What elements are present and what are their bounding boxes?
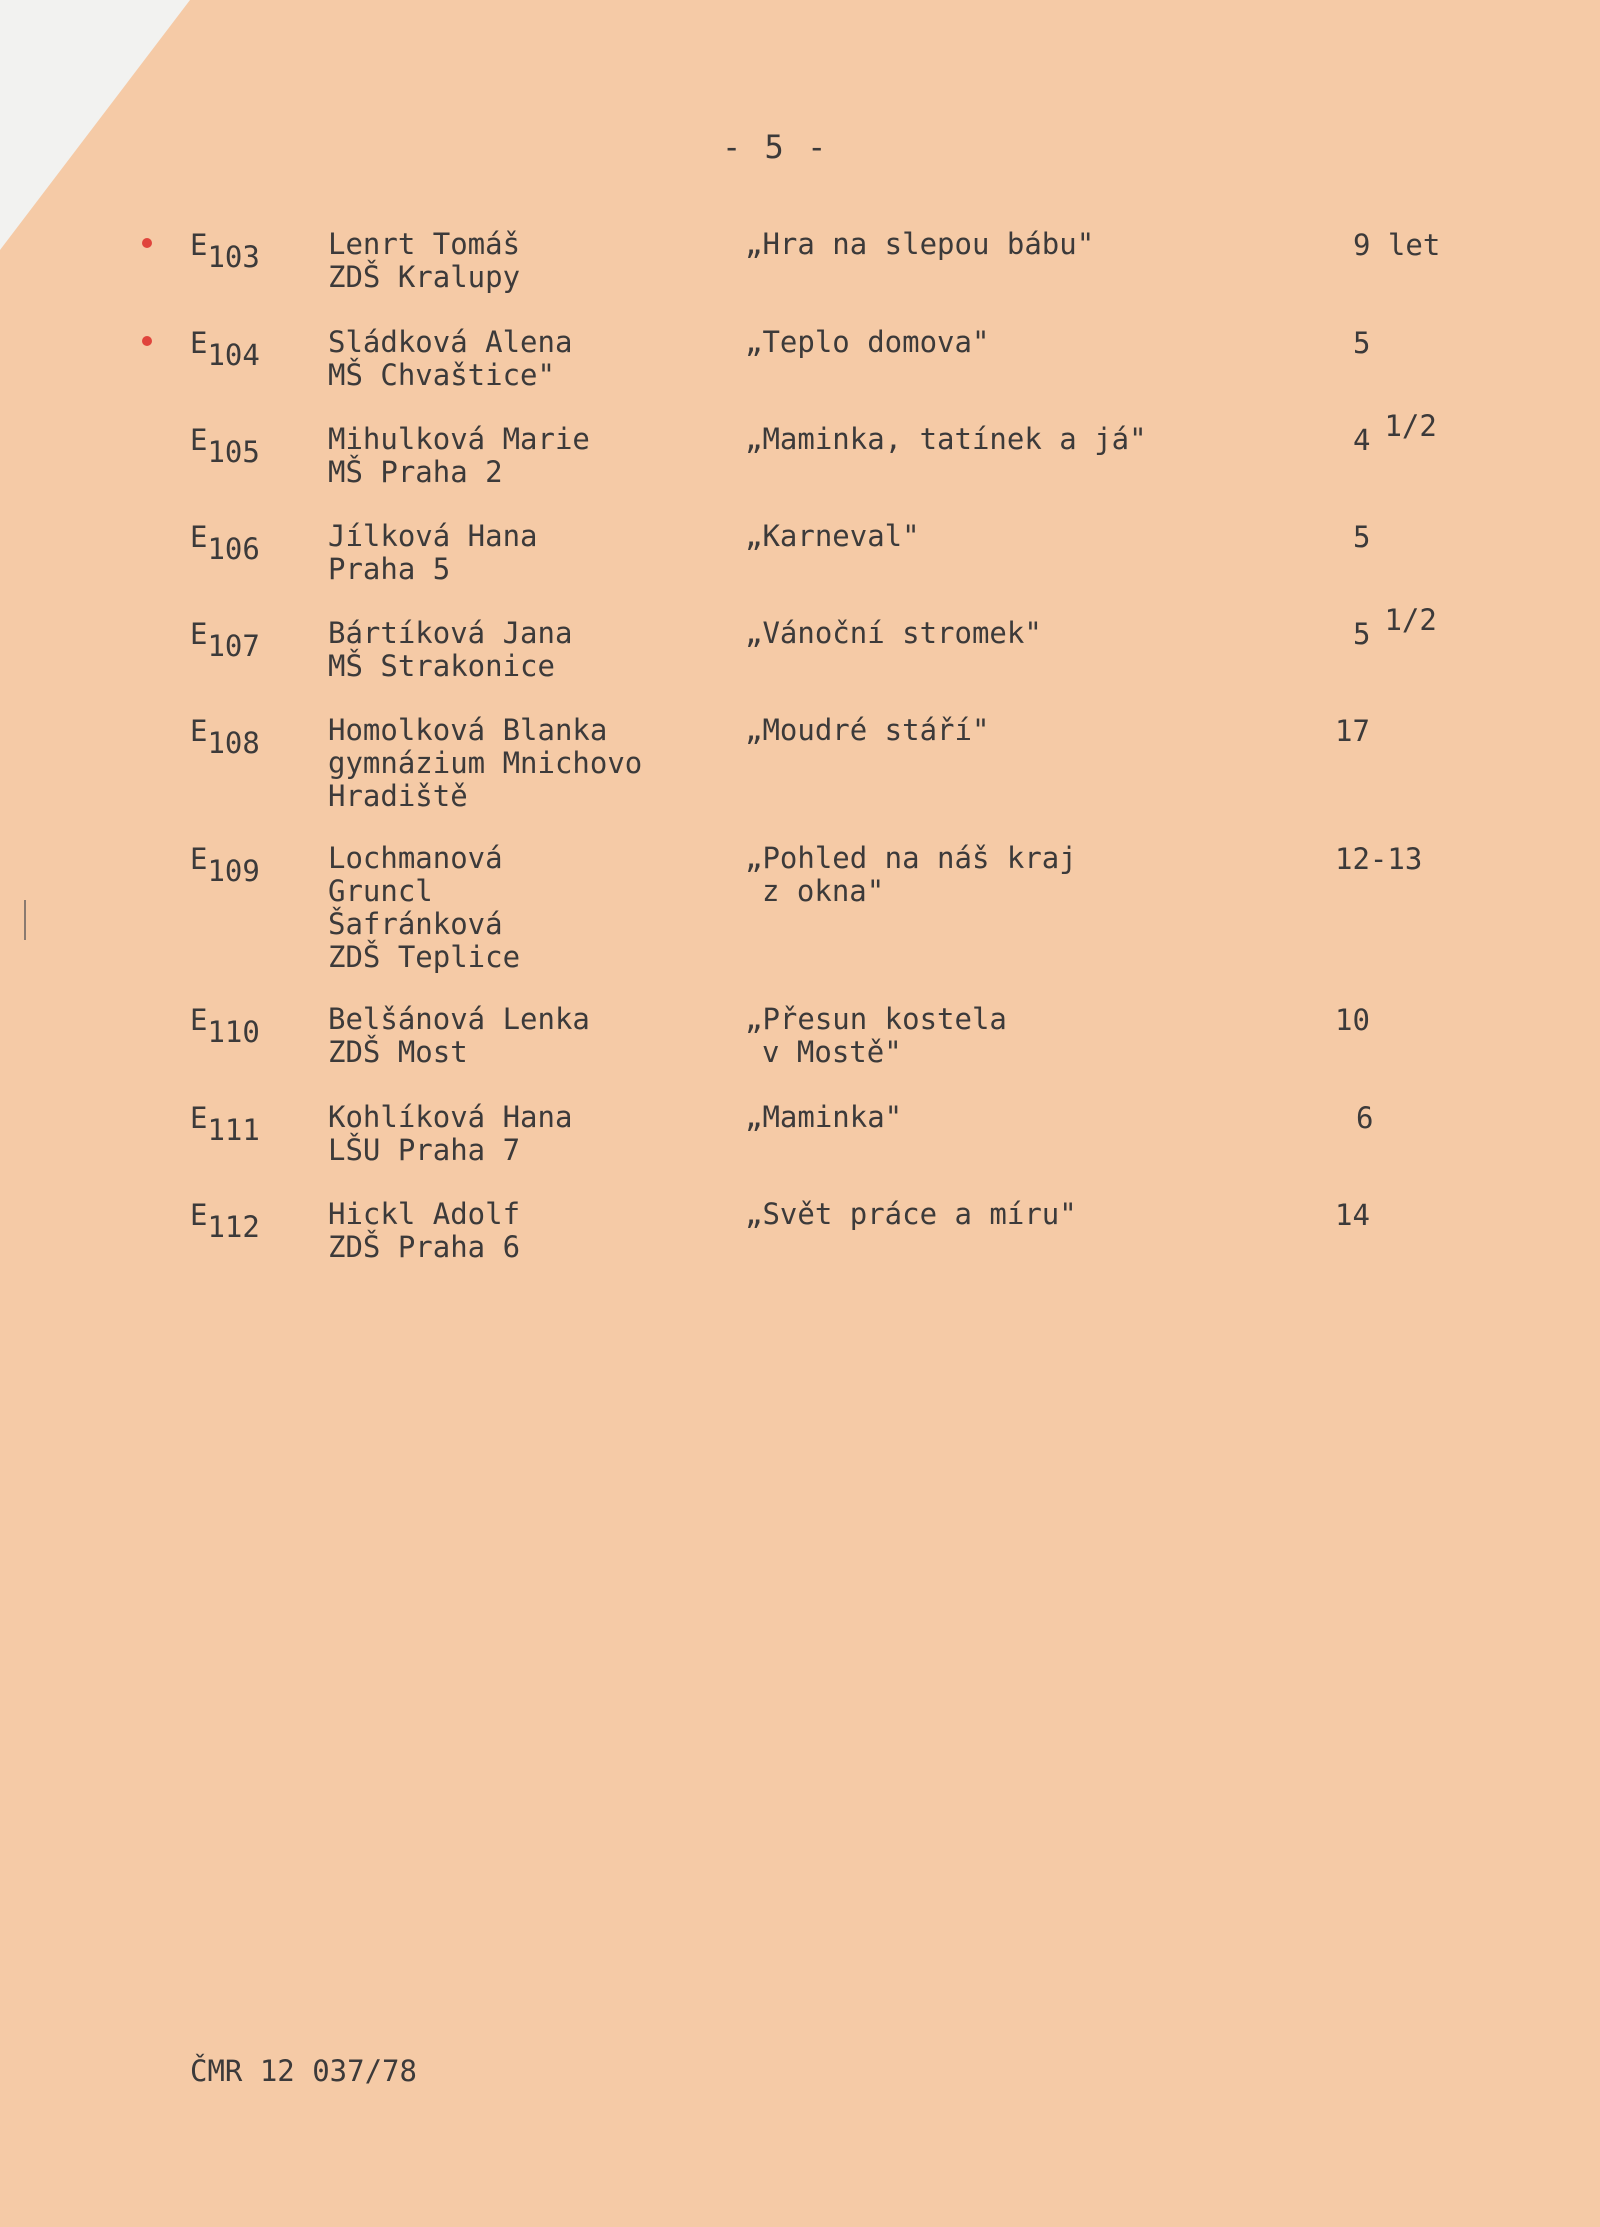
entry-author [328,1003,590,1069]
author-line: Bártíková Jana [328,616,573,650]
entry-author [328,520,538,586]
age-value: 14 [1335,1198,1370,1232]
author-line: Lenrt Tomáš [328,227,521,261]
age-value: 17 [1335,714,1370,748]
entry-title [745,423,1147,456]
entry-age [1353,326,1370,360]
entry-author [328,326,572,392]
author-line: MŠ Strakonice [328,649,555,683]
author-line: Homolková Blanka [328,713,608,747]
title-line: „Karneval" [745,519,920,553]
entry-age [1353,228,1440,262]
author-line: ZDŠ Praha 6 [328,1230,521,1264]
entry-code-number: 111 [207,1113,260,1147]
title-line: „Pohled na náš kraj [745,841,1077,875]
author-line: ZDŠ Most [328,1035,468,1069]
entry-code-letter: E [190,1003,208,1037]
folded-corner [0,0,190,250]
entry-age [1356,1101,1373,1135]
entry-code-letter: E [190,842,208,876]
entry-code-number: 106 [207,532,260,566]
author-line: Šafránková [328,907,503,941]
entry-code [190,326,260,372]
age-value: 4 [1353,423,1371,457]
author-line: Praha 5 [328,552,451,586]
entry-code-number: 108 [207,726,260,760]
title-line: „Moudré stáří" [745,713,990,747]
entry-age [1335,714,1370,748]
entry-title [745,326,989,359]
title-line: „Vánoční stromek" [745,616,1042,650]
entry-code-letter: E [190,714,208,748]
title-line: „Svět práce a míru" [745,1197,1077,1231]
entry-title [745,714,989,747]
age-value: 9 let [1353,228,1441,262]
author-line: Hickl Adolf [328,1197,521,1231]
red-mark [142,336,152,346]
entry-code [190,1101,260,1147]
entry-title [745,520,920,553]
author-line: Gruncl [328,874,433,908]
entry-author [328,1198,520,1264]
age-fraction: 1/2 [1384,409,1437,443]
entry-code-letter: E [190,1198,208,1232]
entry-title [745,228,1094,261]
entry-code-number: 110 [207,1015,260,1049]
entry-code [190,714,260,760]
title-line: „Teplo domova" [745,325,990,359]
entry-code-letter: E [190,520,208,554]
entry-code [190,1003,260,1049]
entry-code-number: 105 [207,435,260,469]
entry-code [190,1198,260,1244]
entry-age [1335,1003,1370,1037]
age-fraction: 1/2 [1384,603,1437,637]
title-line: „Přesun kostela [745,1002,1007,1036]
entry-author [328,842,520,974]
footer-reference: ČMR 12 037/78 [190,2054,417,2088]
entry-code [190,617,260,663]
author-line: ZDŠ Kralupy [328,260,521,294]
title-line: „Maminka, tatínek a já" [745,422,1147,456]
entry-age [1353,603,1437,651]
entry-code-number: 109 [207,854,260,888]
age-value: 5 [1353,520,1371,554]
entry-author [328,423,590,489]
author-line: ZDŠ Teplice [328,940,521,974]
entry-code-letter: E [190,228,208,262]
author-line: Lochmanová [328,841,503,875]
entry-code-letter: E [190,423,208,457]
author-line: Kohlíková Hana [328,1100,573,1134]
entry-title [745,617,1042,650]
author-line: MŠ Chvaštice" [328,358,555,392]
entry-code-number: 107 [207,629,260,663]
age-value: 10 [1335,1003,1370,1037]
author-line: Sládková Alena [328,325,573,359]
entry-age [1353,409,1437,457]
title-line: v Mostě" [762,1035,902,1069]
entry-code [190,423,260,469]
author-line: LŠU Praha 7 [328,1133,521,1167]
entry-code-letter: E [190,617,208,651]
author-line: Belšánová Lenka [328,1002,590,1036]
entry-code [190,520,260,566]
entry-code-letter: E [190,1101,208,1135]
entry-code [190,842,260,888]
entry-code-letter: E [190,326,208,360]
page-number: - 5 - [722,128,829,166]
title-line: z okna" [762,874,885,908]
entry-author [328,228,520,294]
author-line: Hradiště [328,779,468,813]
entry-title [745,842,1077,908]
entry-title [745,1003,1007,1069]
author-line: Mihulková Marie [328,422,590,456]
age-value: 5 [1353,617,1371,651]
margin-mark [24,900,26,940]
entry-code [190,228,260,274]
entry-author [328,714,642,813]
author-line: gymnázium Mnichovo [328,746,643,780]
entry-age [1335,1198,1370,1232]
entry-author [328,1101,572,1167]
age-value: 5 [1353,326,1371,360]
age-value: 12-13 [1335,842,1423,876]
entry-code-number: 112 [207,1210,260,1244]
entry-code-number: 103 [207,240,260,274]
author-line: Jílková Hana [328,519,538,553]
entry-age [1335,842,1422,876]
entry-title [745,1198,1077,1231]
entry-age [1353,520,1370,554]
author-line: MŠ Praha 2 [328,455,503,489]
entry-author [328,617,572,683]
entry-code-number: 104 [207,338,260,372]
title-line: „Maminka" [745,1100,903,1134]
age-value: 6 [1356,1101,1374,1135]
red-mark [142,238,152,248]
entry-title [745,1101,902,1134]
title-line: „Hra na slepou bábu" [745,227,1095,261]
